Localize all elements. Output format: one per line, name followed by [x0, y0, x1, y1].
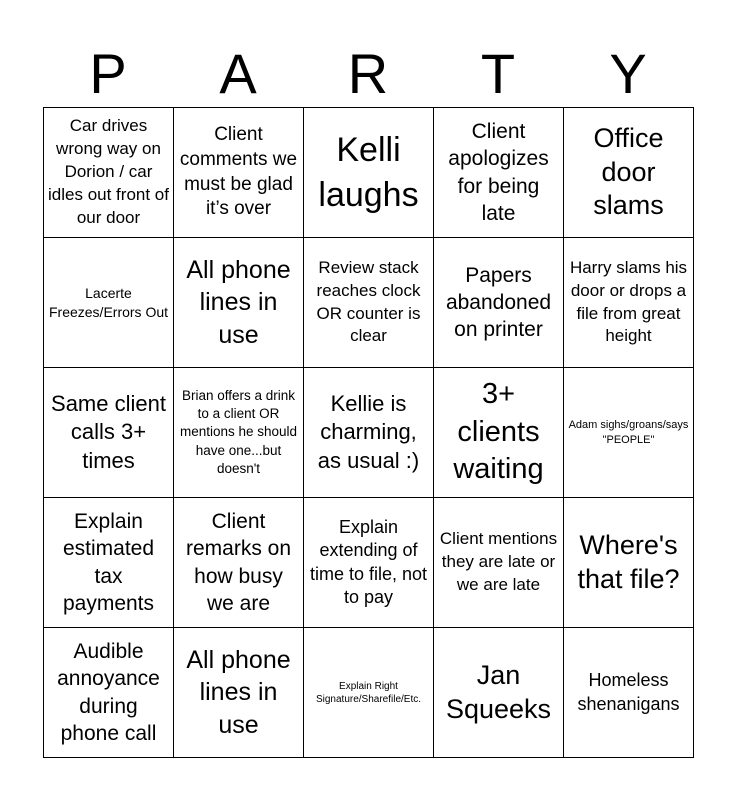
grid-row — [44, 628, 694, 758]
bingo-cell[interactable]: All phone lines in use — [174, 628, 304, 758]
bingo-cell[interactable]: Harry slams his door or drops a file from great height — [564, 238, 694, 368]
header-letter-y: Y — [609, 42, 647, 105]
bingo-cell[interactable]: Adam sighs/groans/says "PEOPLE" — [564, 368, 694, 498]
grid-row — [44, 498, 694, 628]
bingo-cell[interactable]: Review stack reaches clock OR counter is clear — [304, 238, 434, 368]
bingo-cell[interactable]: Kelli laughs — [304, 108, 434, 238]
bingo-cell[interactable]: Homeless shenanigans — [564, 628, 694, 758]
bingo-cell[interactable]: Kellie is charming, as usual :) — [304, 368, 434, 498]
bingo-cell[interactable]: Brian offers a drink to a client OR mentions he should have one...but doesn't — [174, 368, 304, 498]
bingo-header — [43, 40, 693, 108]
grid-row — [44, 108, 694, 238]
grid-row — [44, 368, 694, 498]
grid-row — [44, 238, 694, 368]
bingo-cell[interactable]: Client remarks on how busy we are — [174, 498, 304, 628]
header-letter-r: R — [347, 42, 389, 105]
bingo-cell[interactable]: Client comments we must be glad it’s over — [174, 108, 304, 238]
bingo-cell[interactable]: 3+ clients waiting — [434, 368, 564, 498]
bingo-cell[interactable]: Explain Right Signature/Sharefile/Etc. — [304, 628, 434, 758]
bingo-cell[interactable]: Explain estimated tax payments — [44, 498, 174, 628]
bingo-cell[interactable]: Office door slams — [564, 108, 694, 238]
header-letter-t: T — [480, 42, 516, 105]
bingo-cell[interactable]: Lacerte Freezes/Errors Out — [44, 238, 174, 368]
bingo-cell[interactable]: All phone lines in use — [174, 238, 304, 368]
bingo-cell[interactable]: Explain extending of time to file, not to pay — [304, 498, 434, 628]
bingo-cell[interactable]: Client apologizes for being late — [434, 108, 564, 238]
bingo-cell[interactable]: Car drives wrong way on Dorion / car idles out front of our door — [44, 108, 174, 238]
header-letter-p: P — [89, 42, 127, 105]
bingo-cell[interactable]: Papers abandoned on printer — [434, 238, 564, 368]
bingo-cell[interactable]: Where's that file? — [564, 498, 694, 628]
bingo-cell[interactable]: Client mentions they are late or we are late — [434, 498, 564, 628]
header-letter-a: A — [219, 42, 257, 105]
bingo-cell[interactable]: Audible annoyance during phone call — [44, 628, 174, 758]
bingo-grid — [43, 107, 694, 758]
bingo-cell[interactable]: Jan Squeeks — [434, 628, 564, 758]
bingo-cell[interactable]: Same client calls 3+ times — [44, 368, 174, 498]
